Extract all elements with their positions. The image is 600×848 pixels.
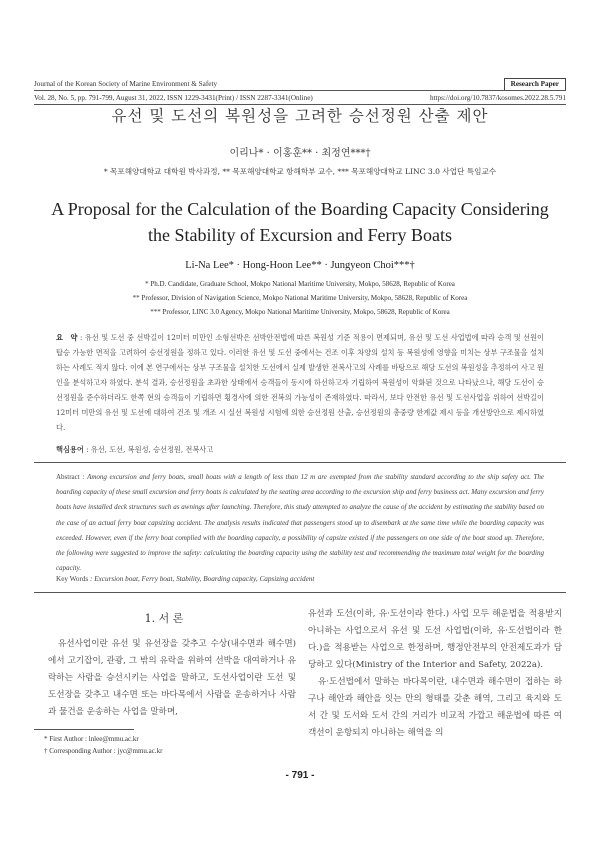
english-abstract-label: Abstract xyxy=(56,473,80,481)
korean-title: 유선 및 도선의 복원성을 고려한 승선정원 산출 제안 xyxy=(111,107,489,125)
footnote-corresponding-author: † Corresponding Author : jyc@mmu.ac.kr xyxy=(44,747,163,755)
english-keywords-label: Key Words xyxy=(56,575,89,583)
korean-affiliation: * 목포해양대학교 대학원 박사과정, ** 목포해양대학교 항해학부 교수, *** 목포해양대학교 LINC 3.0 사업단 특임교수 xyxy=(103,167,497,176)
body-right-paragraph-2: 유·도선법에서 말하는 바다목이란, 내수면과 해수면이 접하는 하구나 해안과 해안을 잇는 만의 형태를 갖춘 해역, 그리고 육지와 도서 간 및 도서와 도서 간의 거리가 비교적 가깝고 해운법에 따른 여객선이 운항되지 아니하는 해역을 의 xyxy=(308,677,562,738)
section-title-introduction: 1. 서 론 xyxy=(144,612,184,625)
body-right-paragraph-1: 유선과 도선(이하, 유·도선이라 한다.) 사업 모두 해운법을 적용받지 아니하는 사업으로서 유선 및 도선 사업법(이하, 유·도선법이라 한다.)을 적용받는 사업으로 한정하며, 행정안전부의 안전제도과가 담당하고 있다(Ministry of the Interior and Safety, 2022a). xyxy=(308,609,562,670)
english-title: A Proposal for the Calculation of the Boarding Capacity Considering the Stability of Excursion and Ferry Boats xyxy=(51,199,549,245)
doi-link[interactable]: https://doi.org/10.7837/kosomes.2022.28.5.791 xyxy=(429,94,566,102)
header-rule-top xyxy=(34,90,566,91)
english-abstract-text: : Among excursion and ferry boats, small boats with a length of less than 12 m are exempted from the stability standard according to the ship safety act. The boarding capacity of these small excursion and ferry boats is calculated by the seating area according to the excursion ship and ferry business act. Many excursion and ferry boats have installed deck structures such as awnings after launching. Therefore, this study attempted to analyze the cause of the accident by estimating the stability based on the case of an actual ferry boat capsizing accident. The analysis results indicated that passengers stood up to disembark at the same time while the boarding capacity was exceeded. However, even if the ferry boat complied with the boarding capacity, a possibility of capsize existed if the passengers on one side of the boat stood up. Therefore, the following were suggested to improve the safety: calculating the boarding capacity using the stability test and recommending the maximum total weight for the boarding capacity. xyxy=(56,473,544,573)
korean-abstract-label: 요 약 xyxy=(56,333,78,342)
korean-abstract xyxy=(56,330,544,435)
english-affiliation-3: *** Professor, LINC 3.0 Agency, Mokpo National Maritime University, Mokpo, 58628, Republic of Korea xyxy=(150,308,450,316)
research-paper-badge: Research Paper xyxy=(504,78,566,91)
body-right-column xyxy=(308,606,562,742)
body-left-column: 유선사업이란 유선 및 유선장을 갖추고 수상(내수면과 해수면)에서 고기잡이, 관광, 그 밖의 유락을 위하여 선박을 대여하거나 유락하는 사람을 승선시키는 사업을 말하고, 도선사업이란 도선 및 도선장을 갖추고 내수면 또는 바다목에서 사람을 운송하거나 사람과 물건을 운송하는 사업을 말하며, xyxy=(48,639,296,717)
english-keywords-text: : Excursion boat, Ferry boat, Stability, Boarding capacity, Capsizing accident xyxy=(88,575,315,583)
english-authors: Li-Na Lee* · Hong-Hoon Lee** · Jungyeon Choi***† xyxy=(185,260,415,271)
korean-abstract-text: : 유선 및 도선 중 선박길이 12미터 미만인 소형선박은 선박안전법에 따른 복원성 기준 적용이 면제되며, 유선 및 도선 사업법에 따라 승객 및 선원이 탑승 가능한 면적을 고려하여 승선정원을 정하고 있다. 이러한 유선 및 도선 중에서는 건조 이후 차양의 설치 등 복원성에 영향을 미치는 상부 구조물을 설치하는 사례도 적지 않다. 이에 본 연구에서는 상부 구조물을 설치한 도선에서 실제 발생한 전복사고의 사례를 바탕으로 해당 도선의 복원성을 추정하여 사고 원인을 분석하고자 하였다. 분석 결과, 승선정원을 초과한 상태에서 승객들이 동시에 하선하고자 기립하여 복원성이 악화된 것으로 나타났으나, 해당 도선이 승선정원을 준수하더라도 한쪽 현의 승객들이 기립하면 횡경사에 의한 전복의 가능성이 존재하였다. 따라서, 보다 안전한 유선 및 도선사업을 위하여 선박길이 12미터 미만의 유선 및 도선에 대하여 건조 및 개조 시 실선 복원성 시험에 의한 승선정원 산출, 승선정원의 총중량 한계값 제시 등을 개선방안으로 제시하였다. xyxy=(56,333,545,432)
footnote-rule xyxy=(34,729,134,730)
abstract-rule-top xyxy=(34,462,566,463)
journal-name: Journal of the Korean Society of Marine Environment & Safety xyxy=(34,80,218,88)
english-abstract xyxy=(56,470,544,576)
english-affiliation-2: ** Professor, Division of Navigation Science, Mokpo National Maritime University, Mokpo, 58628, Republic of Korea xyxy=(132,294,468,302)
english-affiliation-1: * Ph.D. Candidate, Graduate School, Mokpo National Maritime University, Mokpo, 58628, Republic of Korea xyxy=(145,280,455,288)
page-number: - 791 - xyxy=(285,770,315,781)
abstract-rule-bottom xyxy=(34,592,566,593)
korean-keywords-text: : 유선, 도선, 복원성, 승선정원, 전복사고 xyxy=(83,445,214,454)
volume-info: Vol. 28, No. 5, pp. 791-799, August 31, 2022, ISSN 1229-3431(Print) / ISSN 2287-3341(Online) xyxy=(34,94,313,102)
english-keywords xyxy=(56,575,544,583)
footnote-first-author: * First Author : lnlee@mmu.ac.kr xyxy=(44,735,139,743)
korean-keywords xyxy=(56,445,544,455)
korean-keywords-label: 핵심용어 xyxy=(56,445,84,454)
korean-authors: 이리나* · 이홍훈** · 최정연***† xyxy=(229,148,371,159)
